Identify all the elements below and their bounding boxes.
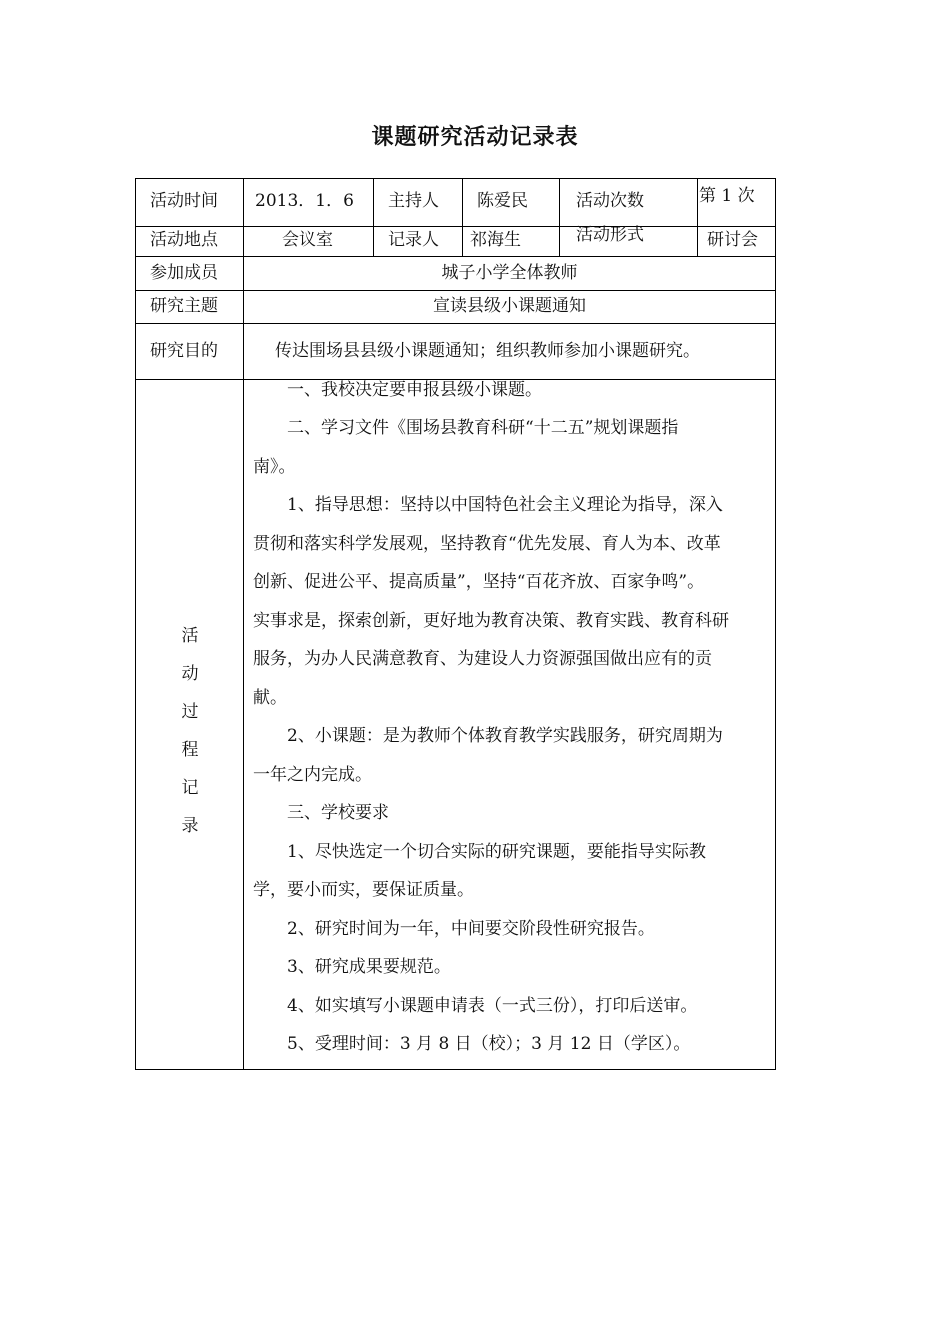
recorder-label: 记录人 bbox=[388, 230, 439, 250]
activity-form-value: 研讨会 bbox=[707, 230, 758, 250]
process-line: 1、指导思想：坚持以中国特色社会主义理论为指导，深入 bbox=[253, 495, 723, 515]
process-line: 2、研究时间为一年，中间要交阶段性研究报告。 bbox=[253, 919, 655, 939]
process-line: 创新、促进公平、提高质量”，坚持“百花齐放、百家争鸣”。 bbox=[253, 572, 705, 592]
process-label-char: 过 bbox=[181, 702, 199, 722]
process-label-char: 录 bbox=[181, 816, 199, 836]
process-line: 5、受理时间：3 月 8 日（校）；3 月 12 日（学区）。 bbox=[253, 1034, 691, 1054]
process-line: 一、我校决定要申报县级小课题。 bbox=[253, 380, 542, 400]
process-line: 贯彻和落实科学发展观，坚持教育“优先发展、育人为本、改革 bbox=[253, 534, 721, 554]
page-title: 课题研究活动记录表 bbox=[371, 124, 579, 150]
activity-place-label: 活动地点 bbox=[150, 230, 218, 250]
process-line: 4、如实填写小课题申请表（一式三份），打印后送审。 bbox=[253, 996, 698, 1016]
activity-place-value: 会议室 bbox=[282, 230, 333, 250]
process-line: 1、尽快选定一个切合实际的研究课题，要能指导实际教 bbox=[253, 842, 706, 862]
members-label: 参加成员 bbox=[150, 263, 218, 283]
topic-value: 宣读县级小课题通知 bbox=[433, 296, 586, 316]
process-line: 3、研究成果要规范。 bbox=[253, 957, 451, 977]
activity-form-label: 活动形式 bbox=[576, 225, 644, 245]
purpose-value: 传达围场县县级小课题通知；组织教师参加小课题研究。 bbox=[275, 341, 700, 361]
activity-time-label: 活动时间 bbox=[150, 191, 218, 211]
purpose-label: 研究目的 bbox=[150, 341, 218, 361]
members-value: 城子小学全体教师 bbox=[441, 263, 578, 283]
host-label: 主持人 bbox=[388, 191, 439, 211]
process-line: 一年之内完成。 bbox=[253, 765, 372, 785]
process-line: 二、学习文件《围场县教育科研“十二五”规划课题指 bbox=[253, 418, 679, 438]
activity-count-value: 第 1 次 bbox=[699, 186, 755, 206]
activity-count-label: 活动次数 bbox=[576, 191, 644, 211]
process-label-char: 活 bbox=[181, 626, 199, 646]
process-label-char: 记 bbox=[181, 778, 199, 798]
process-line: 南》。 bbox=[253, 457, 296, 477]
process-line: 服务，为办人民满意教育、为建设人力资源强国做出应有的贡 bbox=[253, 649, 712, 669]
process-line: 三、学校要求 bbox=[253, 803, 389, 823]
topic-label: 研究主题 bbox=[150, 296, 218, 316]
process-line: 献。 bbox=[253, 688, 287, 708]
process-line: 实事求是，探索创新，更好地为教育决策、教育实践、教育科研 bbox=[253, 611, 729, 631]
activity-time-value: 2013．1．6 bbox=[255, 191, 354, 211]
recorder-value: 祁海生 bbox=[470, 230, 521, 250]
host-value: 陈爱民 bbox=[477, 191, 528, 211]
process-line: 2、小课题：是为教师个体教育教学实践服务，研究周期为 bbox=[253, 726, 723, 746]
process-label-char: 程 bbox=[181, 740, 199, 760]
process-line: 学，要小而实，要保证质量。 bbox=[253, 880, 474, 900]
process-label-char: 动 bbox=[181, 664, 199, 684]
